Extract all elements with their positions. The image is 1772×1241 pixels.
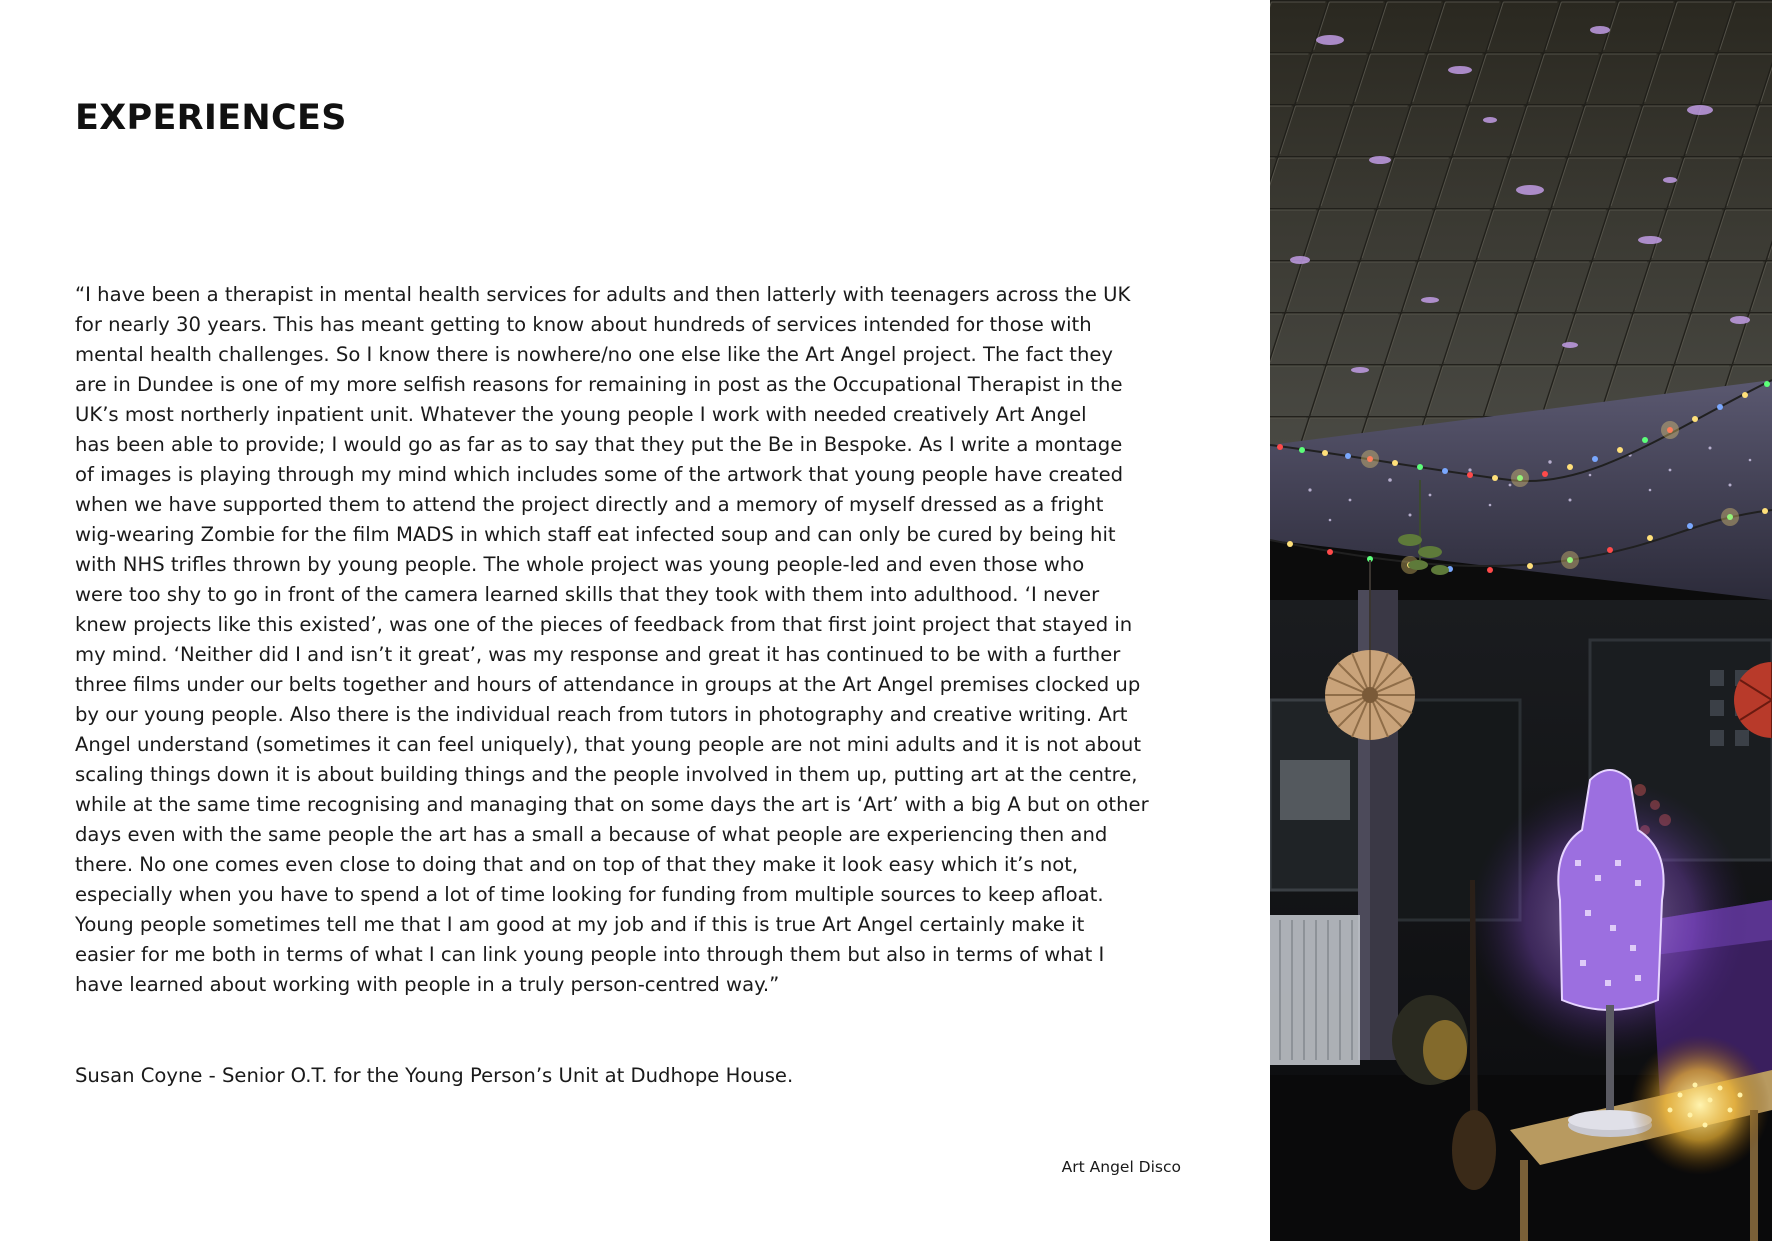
fairy-light-cluster	[1630, 1035, 1770, 1175]
quote-line: days even with the same people the art has a small a because of what people are experiencing then and	[75, 823, 1108, 846]
disco-photo	[1270, 0, 1772, 1241]
quote-line: scaling things down it is about building things and the people involved in them up, putting art at the centre,	[75, 763, 1138, 786]
quote-line: Young people sometimes tell me that I am good at my job and if this is true Art Angel certainly make it	[75, 913, 1085, 936]
quote-line: Angel understand (sometimes it can feel uniquely), that young people are not mini adults and it is not about	[75, 733, 1142, 756]
quote-line: knew projects like this existed’, was one of the pieces of feedback from that first joint project that stayed in	[75, 613, 1133, 636]
quote-line: three films under our belts together and hours of attendance in groups at the Art Angel premises clocked up	[75, 673, 1141, 696]
quote-line: of images is playing through my mind which includes some of the artwork that young people have created	[75, 463, 1124, 486]
quote-line: mental health challenges. So I know there is nowhere/no one else like the Art Angel project. The fact they	[75, 343, 1114, 366]
quote-line: easier for me both in terms of what I can link young people into through them but also in terms of what I	[75, 943, 1105, 966]
quote-line: when we have supported them to attend the project directly and a memory of myself dressed as a fright	[75, 493, 1104, 516]
quote-line: wig-wearing Zombie for the film MADS in which staff eat infected soup and can only be cured by being hit	[75, 523, 1116, 546]
quote-line: my mind. ‘Neither did I and isn’t it great’, was my response and great it has continued to be with a further	[75, 643, 1121, 666]
paper-fan-decoration	[1325, 650, 1415, 740]
quote-line: has been able to provide; I would go as far as to say that they put the Be in Bespoke. As I write a montage	[75, 433, 1123, 456]
page-heading: EXPERIENCES	[75, 98, 347, 138]
photo-caption: Art Angel Disco	[1061, 1158, 1181, 1176]
quote-line: especially when you have to spend a lot of time looking for funding from multiple sources to keep afloat.	[75, 883, 1104, 906]
quote-line: “I have been a therapist in mental health services for adults and then latterly with teenagers across the UK	[75, 283, 1131, 306]
quote-line: have learned about working with people in a truly person-centred way.”	[75, 973, 780, 996]
quote-line: for nearly 30 years. This has meant getting to know about hundreds of services intended for those with	[75, 313, 1092, 336]
guitar	[1452, 1110, 1496, 1190]
quote-line: are in Dundee is one of my more selfish reasons for remaining in post as the Occupational Therapist in the	[75, 373, 1123, 396]
disco-photo-illustration	[1270, 0, 1772, 1241]
quote-line: were too shy to go in front of the camera learned skills that they took with them into adulthood. ‘I never	[75, 583, 1100, 606]
quote-line: with NHS trifles thrown by young people. The whole project was young people-led and even those who	[75, 553, 1085, 576]
quote-line: there. No one comes even close to doing that and on top of that they make it look easy which it’s not,	[75, 853, 1079, 876]
quote-line: UK’s most northerly inpatient unit. Whatever the young people I work with needed creatively Art Angel	[75, 403, 1087, 426]
quote-line: by our young people. Also there is the individual reach from tutors in photography and creative writing. Art	[75, 703, 1128, 726]
quote-line: while at the same time recognising and managing that on some days the art is ‘Art’ with a big A but on other	[75, 793, 1149, 816]
testimonial-quote	[75, 280, 1200, 1000]
quote-attribution: Susan Coyne - Senior O.T. for the Young Person’s Unit at Dudhope House.	[75, 1064, 794, 1087]
